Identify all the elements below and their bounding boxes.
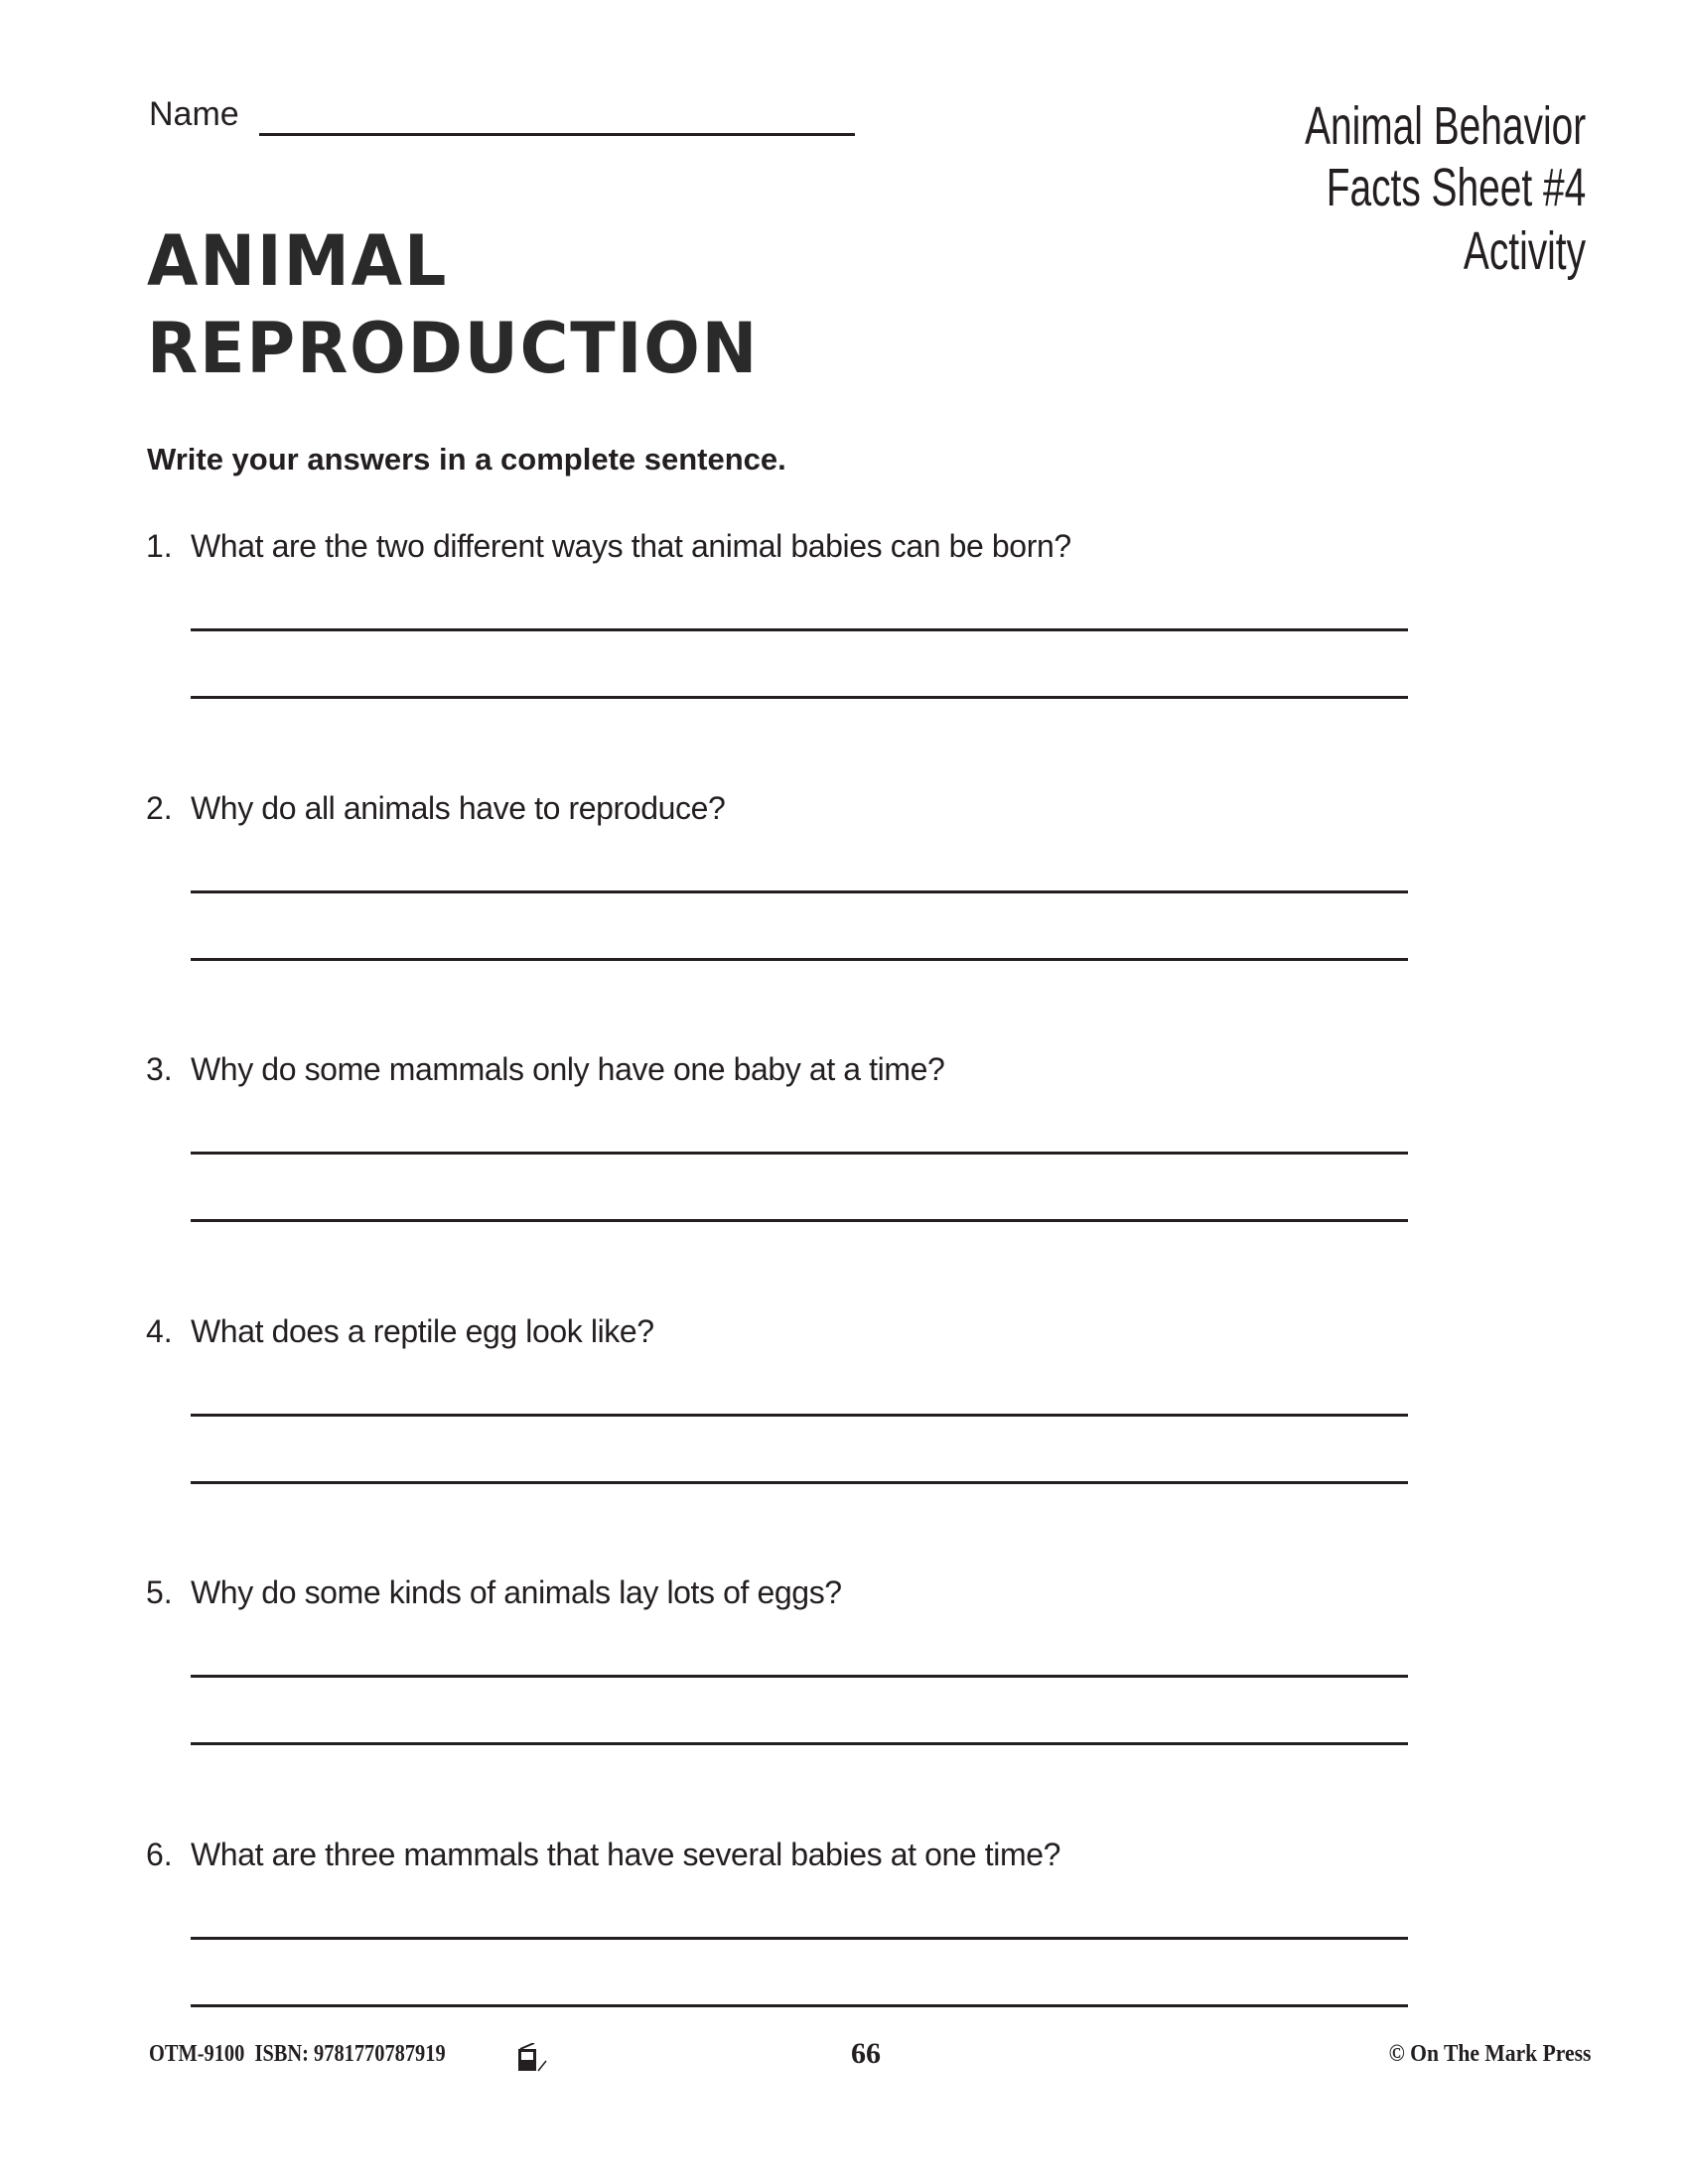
series-title: Animal Behavior [1304, 96, 1586, 156]
answer-line[interactable] [191, 628, 1408, 631]
sheet-number: Facts Sheet #4 [1326, 158, 1586, 217]
sheet-type: Activity [1463, 221, 1586, 281]
question-2 [146, 790, 1417, 1028]
answer-line[interactable] [191, 1742, 1408, 1745]
question-text: What does a reptile egg look like? [191, 1313, 654, 1349]
answer-line[interactable] [191, 1481, 1408, 1484]
question-text: What are three mammals that have several babies at one time? [191, 1837, 1061, 1872]
question-text: Why do some kinds of animals lay lots of eggs? [191, 1574, 842, 1610]
question-number: 5. [146, 1574, 173, 1610]
question-1 [146, 528, 1417, 766]
question-number: 3. [146, 1051, 173, 1087]
answer-line[interactable] [191, 1937, 1408, 1940]
answer-line[interactable] [191, 2004, 1408, 2007]
page-title-line1: ANIMAL [147, 220, 449, 302]
instructions: Write your answers in a complete sentence. [147, 442, 786, 477]
answer-line[interactable] [191, 1152, 1408, 1155]
question-text: Why do some mammals only have one baby at a time? [191, 1051, 945, 1087]
answer-line[interactable] [191, 1675, 1408, 1678]
book-icon [518, 2043, 548, 2071]
page-title-line2: REPRODUCTION [147, 308, 760, 389]
answer-line[interactable] [191, 1414, 1408, 1417]
copyright: © On The Mark Press [1388, 2041, 1591, 2067]
question-3 [146, 1051, 1417, 1290]
footer-isbn: OTM-9100 ISBN: 9781770787919 [149, 2041, 446, 2067]
question-number: 6. [146, 1837, 173, 1872]
question-number: 1. [146, 528, 173, 564]
answer-line[interactable] [191, 1219, 1408, 1222]
question-4 [146, 1313, 1417, 1552]
name-label: Name [149, 95, 239, 133]
name-input-line[interactable] [259, 133, 855, 136]
answer-line[interactable] [191, 958, 1408, 961]
page-number: 66 [851, 2037, 881, 2070]
answer-line[interactable] [191, 696, 1408, 699]
question-number: 2. [146, 790, 173, 826]
question-6 [146, 1837, 1417, 2075]
answer-line[interactable] [191, 890, 1408, 893]
question-5 [146, 1574, 1417, 1813]
question-number: 4. [146, 1313, 173, 1349]
question-text: What are the two different ways that animal babies can be born? [191, 528, 1071, 564]
question-text: Why do all animals have to reproduce? [191, 790, 726, 826]
